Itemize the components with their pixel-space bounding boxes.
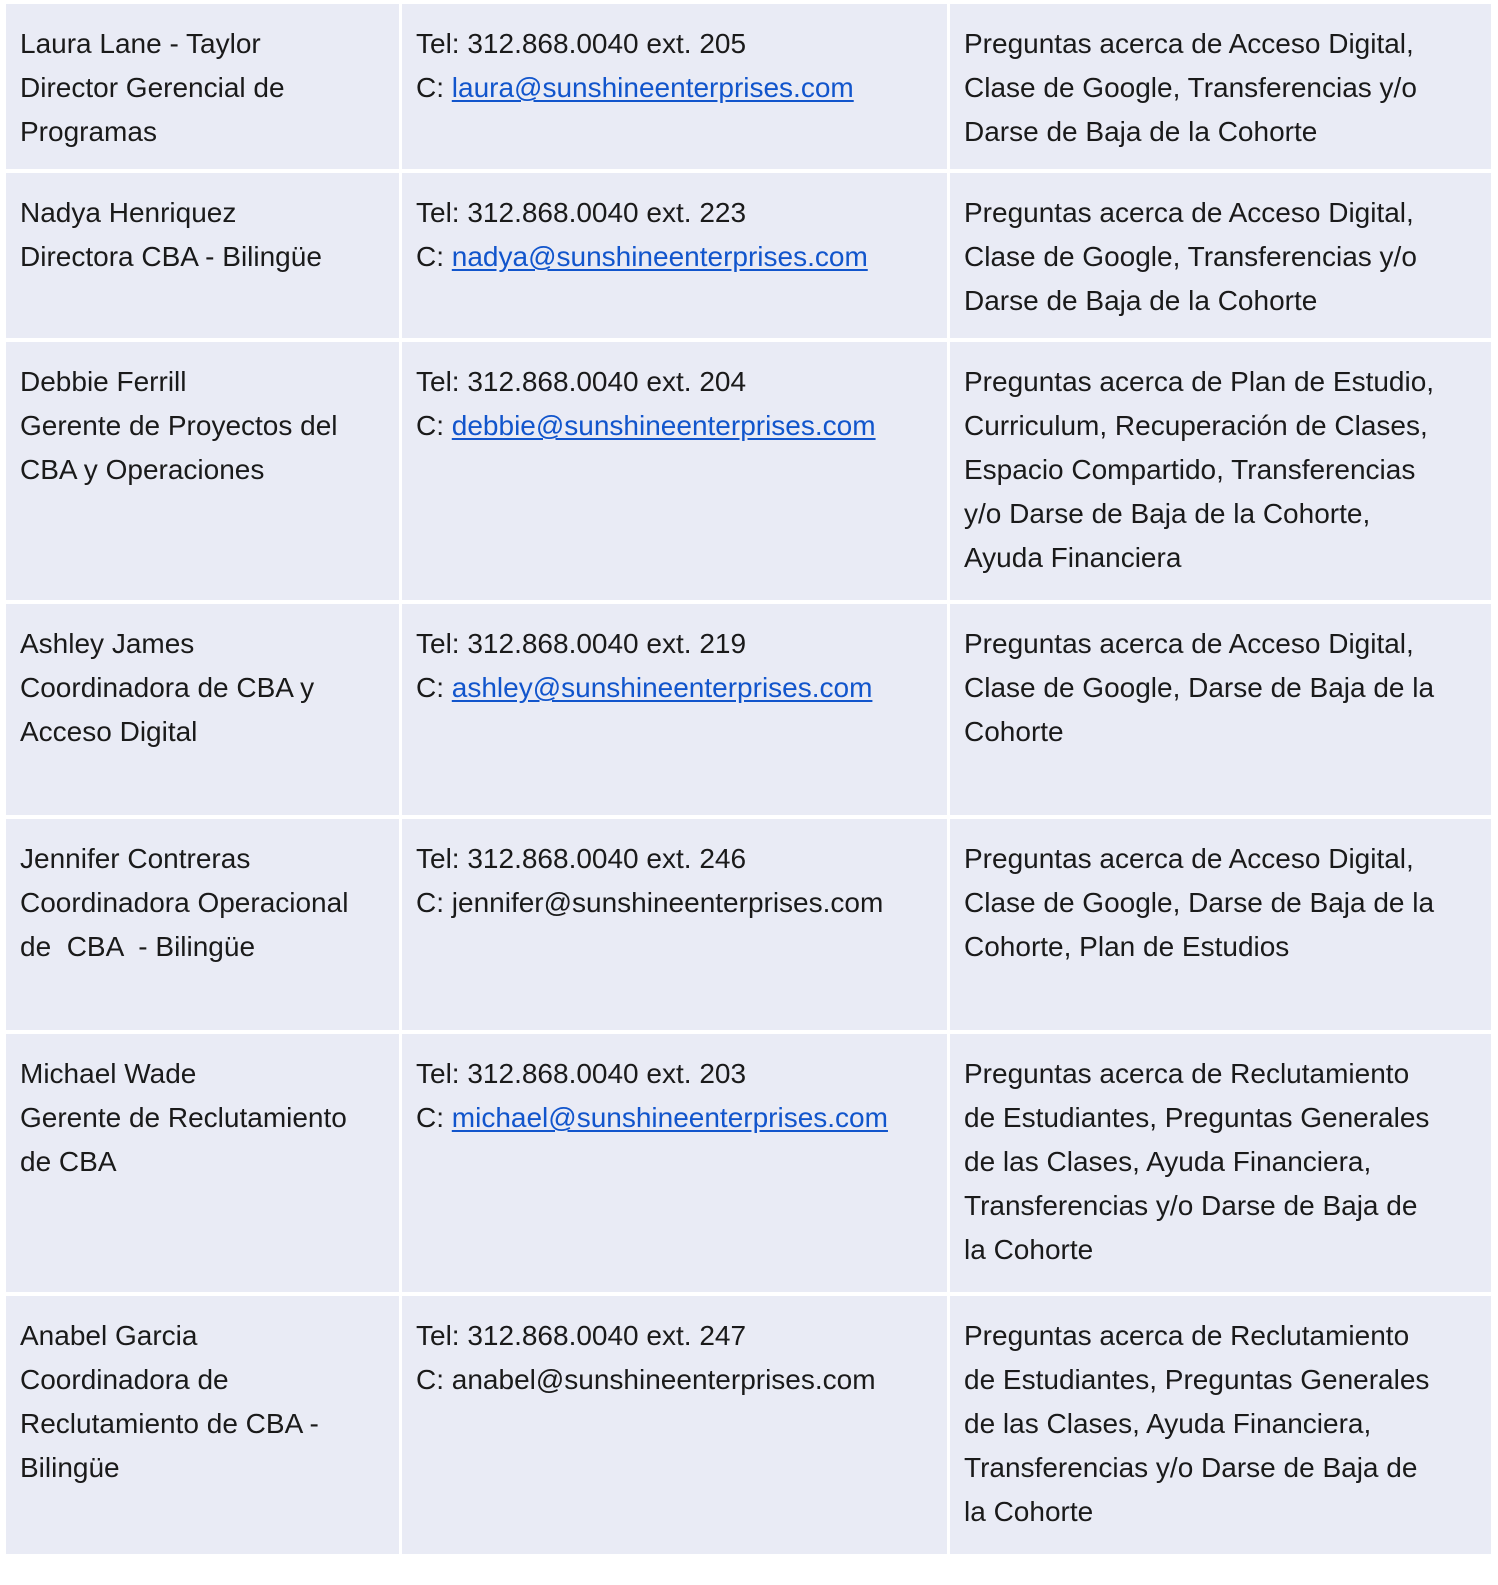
- email-line: [416, 1358, 933, 1402]
- topic-line: Curriculum, Recuperación de Clases,: [964, 410, 1428, 441]
- person-name: Michael Wade: [20, 1058, 197, 1089]
- person-cell: [6, 173, 399, 338]
- phone-number: Tel: 312.868.0040 ext. 247: [416, 1320, 747, 1351]
- topic-line: Clase de Google, Transferencias y/o: [964, 72, 1417, 103]
- topic-line: de Estudiantes, Preguntas Generales: [964, 1364, 1430, 1395]
- email-line: [416, 881, 933, 925]
- person-name: Nadya Henriquez: [20, 197, 237, 228]
- email-prefix: C:: [416, 241, 452, 272]
- email-prefix: C:: [416, 1102, 452, 1133]
- person-title: Programas: [20, 116, 157, 147]
- phone-number: Tel: 312.868.0040 ext. 203: [416, 1058, 747, 1089]
- person-cell: [6, 604, 399, 815]
- phone-number: Tel: 312.868.0040 ext. 219: [416, 628, 747, 659]
- person-name: Anabel Garcia: [20, 1320, 198, 1351]
- contact-cell: [402, 173, 947, 338]
- person-title: de CBA: [20, 1146, 117, 1177]
- person-title: Director Gerencial de: [20, 72, 285, 103]
- person-name: Debbie Ferrill: [20, 366, 187, 397]
- topics-cell: [950, 173, 1491, 338]
- topic-line: Preguntas acerca de Acceso Digital,: [964, 843, 1414, 874]
- email-link[interactable]: ashley@sunshineenterprises.com: [451, 672, 873, 703]
- person-title: Coordinadora de CBA y: [20, 672, 315, 703]
- contact-cell: [402, 4, 947, 169]
- person-cell: [6, 819, 399, 1030]
- email-prefix: C:: [416, 410, 452, 441]
- topics-cell: [950, 1296, 1491, 1554]
- topic-line: Transferencias y/o Darse de Baja de: [964, 1452, 1418, 1483]
- person-title: de CBA - Bilingüe: [20, 931, 256, 962]
- topics-cell: [950, 819, 1491, 1030]
- email-link[interactable]: nadya@sunshineenterprises.com: [451, 241, 868, 272]
- topic-line: Preguntas acerca de Acceso Digital,: [964, 28, 1414, 59]
- topic-line: Ayuda Financiera: [964, 542, 1182, 573]
- email-address: jennifer@sunshineenterprises.com: [451, 887, 884, 918]
- phone-number: Tel: 312.868.0040 ext. 205: [416, 28, 747, 59]
- topic-line: Clase de Google, Transferencias y/o: [964, 241, 1417, 272]
- topic-line: la Cohorte: [964, 1496, 1094, 1527]
- topics-cell: [950, 1034, 1491, 1292]
- email-prefix: C:: [416, 1364, 452, 1395]
- person-title: Coordinadora Operacional: [20, 887, 349, 918]
- topic-line: Preguntas acerca de Reclutamiento: [964, 1058, 1410, 1089]
- topic-line: Transferencias y/o Darse de Baja de: [964, 1190, 1418, 1221]
- topic-line: y/o Darse de Baja de la Cohorte,: [964, 498, 1371, 529]
- person-title: Acceso Digital: [20, 716, 198, 747]
- topics-cell: [950, 342, 1491, 600]
- phone-number: Tel: 312.868.0040 ext. 204: [416, 366, 747, 397]
- contact-table: [6, 4, 1491, 1558]
- email-prefix: C:: [416, 887, 452, 918]
- email-prefix: C:: [416, 72, 452, 103]
- topic-line: Preguntas acerca de Acceso Digital,: [964, 628, 1414, 659]
- email-line: [416, 404, 933, 448]
- topic-line: Preguntas acerca de Acceso Digital,: [964, 197, 1414, 228]
- person-name: Laura Lane - Taylor: [20, 28, 261, 59]
- contact-cell: [402, 819, 947, 1030]
- person-name: Ashley James: [20, 628, 195, 659]
- email-prefix: C:: [416, 672, 452, 703]
- topic-line: Cohorte: [964, 716, 1064, 747]
- topic-line: Preguntas acerca de Plan de Estudio,: [964, 366, 1435, 397]
- topics-cell: [950, 604, 1491, 815]
- person-cell: [6, 1034, 399, 1292]
- topic-line: Clase de Google, Darse de Baja de la: [964, 887, 1435, 918]
- email-link[interactable]: michael@sunshineenterprises.com: [451, 1102, 888, 1133]
- person-name: Jennifer Contreras: [20, 843, 251, 874]
- person-title: Reclutamiento de CBA -: [20, 1408, 319, 1439]
- topic-line: Darse de Baja de la Cohorte: [964, 285, 1318, 316]
- contact-cell: [402, 342, 947, 600]
- topic-line: de las Clases, Ayuda Financiera,: [964, 1146, 1372, 1177]
- topic-line: la Cohorte: [964, 1234, 1094, 1265]
- email-line: [416, 1096, 933, 1140]
- contact-cell: [402, 1296, 947, 1554]
- person-title: CBA y Operaciones: [20, 454, 265, 485]
- contact-cell: [402, 604, 947, 815]
- topic-line: Darse de Baja de la Cohorte: [964, 116, 1318, 147]
- person-cell: [6, 4, 399, 169]
- topic-line: Preguntas acerca de Reclutamiento: [964, 1320, 1410, 1351]
- contact-cell: [402, 1034, 947, 1292]
- email-address: anabel@sunshineenterprises.com: [451, 1364, 876, 1395]
- email-line: [416, 66, 933, 110]
- phone-number: Tel: 312.868.0040 ext. 223: [416, 197, 747, 228]
- person-title: Gerente de Proyectos del: [20, 410, 338, 441]
- person-title: Coordinadora de: [20, 1364, 229, 1395]
- topic-line: de Estudiantes, Preguntas Generales: [964, 1102, 1430, 1133]
- person-cell: [6, 1296, 399, 1554]
- email-line: [416, 235, 933, 279]
- email-link[interactable]: debbie@sunshineenterprises.com: [451, 410, 876, 441]
- email-line: [416, 666, 933, 710]
- topic-line: de las Clases, Ayuda Financiera,: [964, 1408, 1372, 1439]
- topic-line: Espacio Compartido, Transferencias: [964, 454, 1416, 485]
- email-link[interactable]: laura@sunshineenterprises.com: [451, 72, 854, 103]
- topic-line: Clase de Google, Darse de Baja de la: [964, 672, 1435, 703]
- topic-line: Cohorte, Plan de Estudios: [964, 931, 1290, 962]
- person-title: Directora CBA - Bilingüe: [20, 241, 322, 272]
- person-cell: [6, 342, 399, 600]
- topics-cell: [950, 4, 1491, 169]
- phone-number: Tel: 312.868.0040 ext. 246: [416, 843, 747, 874]
- person-title: Gerente de Reclutamiento: [20, 1102, 347, 1133]
- person-title: Bilingüe: [20, 1452, 120, 1483]
